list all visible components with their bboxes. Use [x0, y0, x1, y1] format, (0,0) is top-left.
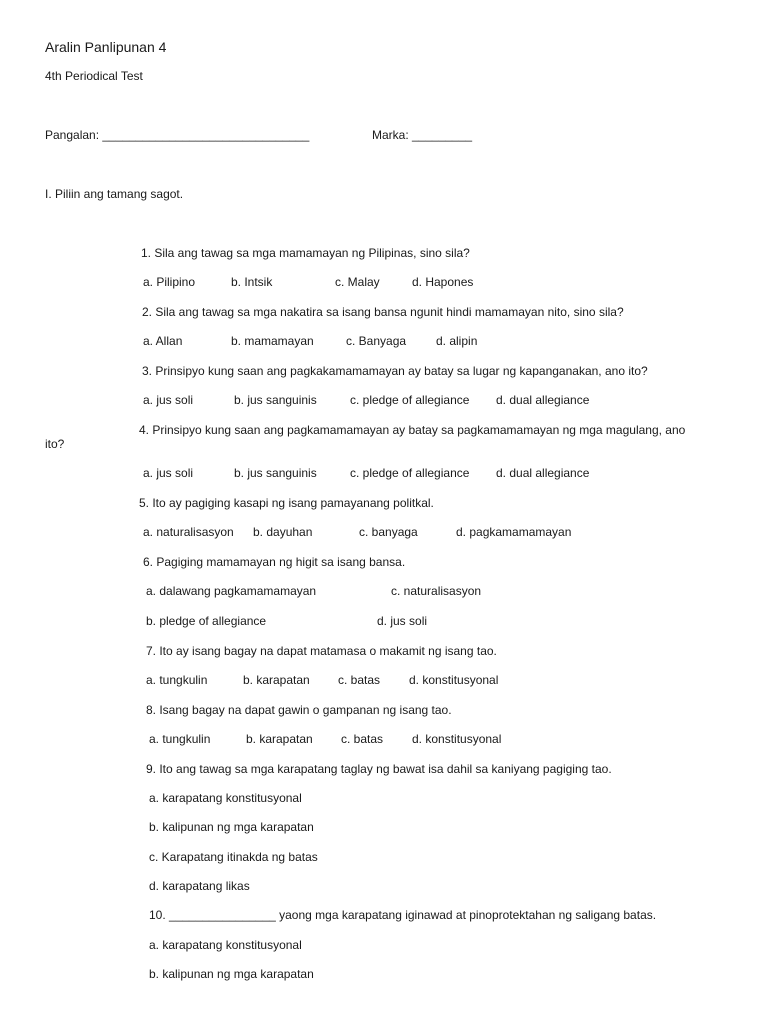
choice-8d: d. konstitusyonal	[412, 732, 502, 746]
question-5: 5. Ito ay pagiging kasapi ng isang pamayanang politkal.	[139, 496, 434, 510]
choice-3b: b. jus sanguinis	[234, 393, 317, 407]
choice-2d: d. alipin	[436, 334, 478, 348]
question-8: 8. Isang bagay na dapat gawin o gampanan ng isang tao.	[146, 703, 452, 717]
choice-9a: a. karapatang konstitusyonal	[149, 791, 302, 805]
choice-6b: b. pledge of allegiance	[146, 614, 267, 628]
question-4-continuation: ito?	[45, 437, 65, 451]
question-10: 10. ________________ yaong mga karapatang iginawad at pinoprotektahan ng saligang batas.	[149, 908, 657, 922]
choice-8b: b. karapatan	[246, 732, 313, 746]
choice-5d: d. pagkamamamayan	[456, 525, 572, 539]
choice-10b: b. kalipunan ng mga karapatan	[149, 967, 314, 981]
choice-4c: c. pledge of allegiance	[350, 466, 470, 480]
question-4: 4. Prinsipyo kung saan ang pagkamamamayan ay batay sa pagkamamamayan ng mga magulang, ano	[139, 423, 686, 437]
question-9: 9. Ito ang tawag sa mga karapatang taglay ng bawat isa dahil sa kaniyang pagiging tao.	[146, 762, 612, 776]
choice-2c: c. Banyaga	[346, 334, 407, 348]
choice-3d: d. dual allegiance	[496, 393, 590, 407]
choice-1d: d. Hapones	[412, 275, 474, 289]
choice-5c: c. banyaga	[359, 525, 418, 539]
choice-1a: a. Pilipino	[143, 275, 196, 289]
question-2: 2. Sila ang tawag sa mga nakatira sa isang bansa ngunit hindi mamamayan nito, sino sila?	[142, 305, 624, 319]
choice-7a: a. tungkulin	[146, 673, 208, 687]
choice-3c: c. pledge of allegiance	[350, 393, 470, 407]
choice-2a: a. Allan	[143, 334, 183, 348]
question-1: 1. Sila ang tawag sa mga mamamayan ng Pilipinas, sino sila?	[141, 246, 470, 260]
choice-7d: d. konstitusyonal	[409, 673, 499, 687]
choice-3a: a. jus soli	[143, 393, 194, 407]
page-subtitle: 4th Periodical Test	[45, 69, 143, 83]
choice-5a: a. naturalisasyon	[143, 525, 234, 539]
choice-8c: c. batas	[341, 732, 384, 746]
score-field-label: Marka: _________	[372, 128, 473, 142]
choice-1c: c. Malay	[335, 275, 380, 289]
choice-9d: d. karapatang likas	[149, 879, 250, 893]
choice-4b: b. jus sanguinis	[234, 466, 317, 480]
choice-4d: d. dual allegiance	[496, 466, 590, 480]
choice-2b: b. mamamayan	[231, 334, 314, 348]
instruction: I. Piliin ang tamang sagot.	[45, 187, 184, 201]
choice-9b: b. kalipunan ng mga karapatan	[149, 820, 314, 834]
page-title: Aralin Panlipunan 4	[45, 39, 167, 55]
choice-6c: c. naturalisasyon	[391, 584, 482, 598]
choice-7c: c. batas	[338, 673, 381, 687]
choice-7b: b. karapatan	[243, 673, 310, 687]
question-7: 7. Ito ay isang bagay na dapat matamasa o makamit ng isang tao.	[146, 644, 497, 658]
choice-9c: c. Karapatang itinakda ng batas	[149, 850, 318, 864]
choice-6a: a. dalawang pagkamamamayan	[146, 584, 317, 598]
choice-5b: b. dayuhan	[253, 525, 313, 539]
choice-1b: b. Intsik	[231, 275, 273, 289]
choice-10a: a. karapatang konstitusyonal	[149, 938, 302, 952]
choice-6d: d. jus soli	[377, 614, 428, 628]
choice-8a: a. tungkulin	[149, 732, 211, 746]
question-3: 3. Prinsipyo kung saan ang pagkakamamamayan ay batay sa lugar ng kapanganakan, ano ito?	[142, 364, 648, 378]
question-6: 6. Pagiging mamamayan ng higit sa isang bansa.	[143, 555, 406, 569]
choice-4a: a. jus soli	[143, 466, 194, 480]
name-field-label: Pangalan: _______________________________	[45, 128, 310, 142]
